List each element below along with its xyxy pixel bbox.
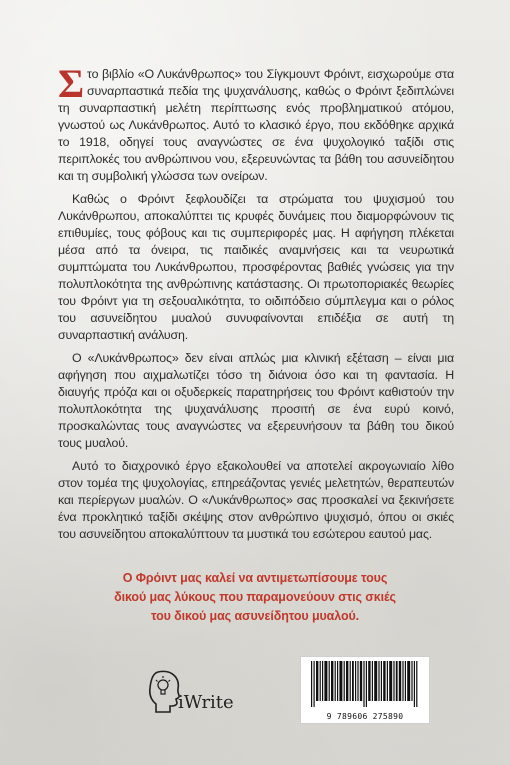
barcode-bars (307, 661, 423, 707)
blurb-paragraph-2: Καθώς ο Φρόιντ ξεφλουδίζει τα στρώματα του ψυχισμού του Λυκάνθρωπου, αποκαλύπτει τις κρυφές δυνάμεις που διαμορφώνουν τις επιθυμίες, τους φόβους και τις συμπεριφορές μας. Η αφήγηση πλέκεται μέσα από τα όνειρα, τις παιδικές αναμνήσεις και τα νευρωτικά συμπτώματα του Λυκάνθρωπου, προσφέροντας βαθιές γνώσεις για την πολυπλοκότητα της ανθρώπινης κατάστασης. Οι πρωτοποριακές θεωρίες του Φρόιντ για τη σεξουαλικότητα, το οιδιπόδειο σύμπλεγμα και ο ρόλος του ασυνείδητου μυαλού συνυφαίνονται επιδέξια σε αυτή τη συναρπαστική ανάλυση. (58, 192, 454, 342)
blurb-paragraph-1: Στο βιβλίο «Ο Λυκάνθρωπος» του Σίγκμουντ Φρόιντ, εισχωρούμε στα συναρπαστικά πεδία της ψυχανάλυσης, καθώς ο Φρόιντ ξεδιπλώνει τη συναρπαστική μελέτη περίπτωσης ενός προβληματικού ατόμου, γνωστού ως Λυκάνθρωπος. Αυτό το κλασικό έργο, που εκδόθηκε αρχικά το 1918, οδηγεί τους αναγνώστες σε ένα ψυχολογικό ταξίδι στις περιπλοκές του ανθρώπινου νου, εξερευνώντας τα βάθη του ασυνείδητου και τη συμβολική γλώσσα των ονείρων. (58, 61, 454, 183)
drop-cap: Σ (58, 61, 85, 106)
isbn-barcode (300, 656, 430, 724)
isbn-digits: 9 789606 275890 (326, 712, 404, 721)
blurb-text (58, 61, 454, 549)
quote-line: δικού μας λύκους που παραμονεύουν στις σκιές (114, 590, 396, 604)
quote-line: του δικού μας ασυνείδητου μυαλού. (150, 609, 360, 623)
quote-line: Ο Φρόιντ μας καλεί να αντιμετωπίσουμε τους (122, 571, 388, 585)
blurb-paragraph-3: Ο «Λυκάνθρωπος» δεν είναι απλώς μια κλινική εξέταση – είναι μια αφήγηση που αιχμαλωτίζει τόσο τη διάνοια όσο και τη φαντασία. Η διαυγής πρόζα και οι οξυδερκείς παρατηρήσεις του Φρόιντ καθιστούν την πολυπλοκότητα της ψυχανάλυσης προσιτή σε ένα ευρύ κοινό, προσκαλώντας τους αναγνώστες να εξερευνήσουν τα βάθη του δικού τους μυαλού. (58, 351, 454, 450)
publisher-name: iWrite (178, 692, 234, 713)
highlight-quote (60, 569, 450, 626)
blurb-paragraph-4: Αυτό το διαχρονικό έργο εξακολουθεί να αποτελεί ακρογωνιαίο λίθο στον τομέα της ψυχολογίας, επηρεάζοντας γενιές μελετητών, θεραπευτών και περίεργων μυαλών. Ο «Λυκάνθρωπος» σας προσκαλεί να ξεκινήσετε ένα προκλητικό ταξίδι σκέψης στον ανθρώπινο ψυχισμό, όπου οι σκιές του ασυνείδητου αποκαλύπτουν τα μυστικά του εσώτερου εαυτού μας. (58, 459, 454, 541)
